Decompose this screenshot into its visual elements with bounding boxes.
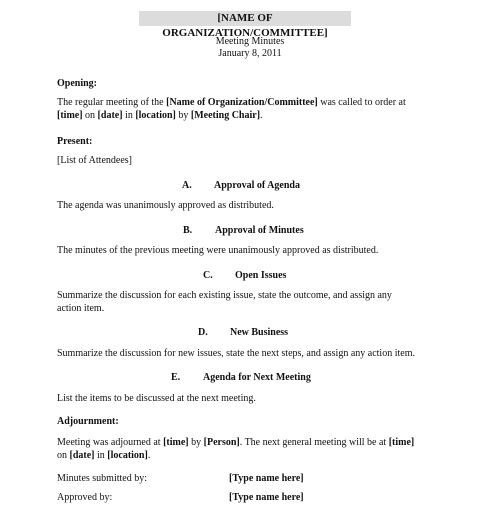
attendees-list: [List of Attendees]: [57, 155, 132, 166]
section-title: New Business: [230, 327, 289, 338]
opening-text: on: [82, 110, 98, 121]
section-c-body-line-2: action item.: [57, 303, 105, 314]
adjournment-text: by: [188, 437, 204, 448]
opening-text: in: [122, 110, 136, 121]
time-placeholder: [time]: [163, 437, 189, 448]
opening-text: .: [260, 110, 263, 121]
organization-placeholder: [Name of Organization/Committee]: [166, 97, 318, 108]
submitted-by-label: Minutes submitted by:: [57, 473, 147, 484]
section-title: Approval of Agenda: [214, 180, 300, 191]
time-placeholder: [time]: [388, 437, 415, 448]
person-placeholder: [Person]: [203, 437, 240, 448]
adjournment-text: . The next general meeting will be at: [239, 437, 389, 448]
approved-by-label: Approved by:: [57, 492, 113, 503]
section-title: Agenda for Next Meeting: [203, 372, 311, 383]
approved-by-value: [Type name here]: [229, 492, 304, 503]
adjournment-line-1: [57, 437, 414, 450]
section-d-body: Summarize the discussion for new issues, state the next steps, and assign any action item.: [57, 348, 415, 359]
section-a-heading: [0, 180, 500, 194]
opening-line-2: [57, 110, 263, 123]
date-placeholder: [date]: [97, 110, 123, 121]
section-a-body: The agenda was unanimously approved as distributed.: [57, 200, 274, 211]
date-placeholder: [date]: [69, 450, 95, 461]
section-letter: B.: [183, 225, 193, 236]
section-letter: E.: [171, 372, 181, 383]
section-b-body: The minutes of the previous meeting were unanimously approved as distributed.: [57, 245, 379, 256]
section-letter: A.: [182, 180, 192, 191]
section-title: Approval of Minutes: [215, 225, 304, 236]
adjournment-text: on: [57, 450, 70, 461]
section-title: Open Issues: [235, 270, 287, 281]
present-heading: Present:: [57, 136, 93, 147]
document-title: Meeting Minutes: [215, 36, 285, 47]
submitted-by-value: [Type name here]: [229, 473, 304, 484]
location-placeholder: [location]: [135, 110, 176, 121]
location-placeholder: [location]: [107, 450, 148, 461]
adjournment-heading: Adjournment:: [57, 416, 119, 427]
chair-placeholder: [Meeting Chair]: [190, 110, 261, 121]
time-placeholder: [time]: [57, 110, 83, 121]
section-d-heading: [0, 327, 500, 341]
adjournment-text: in: [94, 450, 108, 461]
meeting-date: January 8, 2011: [218, 48, 282, 59]
opening-line-1: [57, 97, 406, 110]
section-c-heading: [0, 270, 500, 284]
section-e-heading: [0, 372, 500, 386]
opening-text: The regular meeting of the: [57, 97, 167, 108]
opening-heading: Opening:: [57, 78, 98, 89]
section-b-heading: [0, 225, 500, 239]
adjournment-text: Meeting was adjourned at: [57, 437, 164, 448]
section-letter: C.: [203, 270, 213, 281]
adjournment-text: .: [147, 450, 151, 461]
opening-text: was called to order at: [317, 97, 406, 108]
organization-name: [NAME OF ORGANIZATION/COMMITTEE]: [139, 11, 351, 26]
section-e-body: List the items to be discussed at the next meeting.: [57, 393, 256, 404]
section-letter: D.: [198, 327, 208, 338]
section-c-body-line-1: Summarize the discussion for each existing issue, state the outcome, and assign any: [57, 290, 392, 301]
adjournment-line-2: [57, 450, 150, 463]
opening-text: by: [175, 110, 191, 121]
